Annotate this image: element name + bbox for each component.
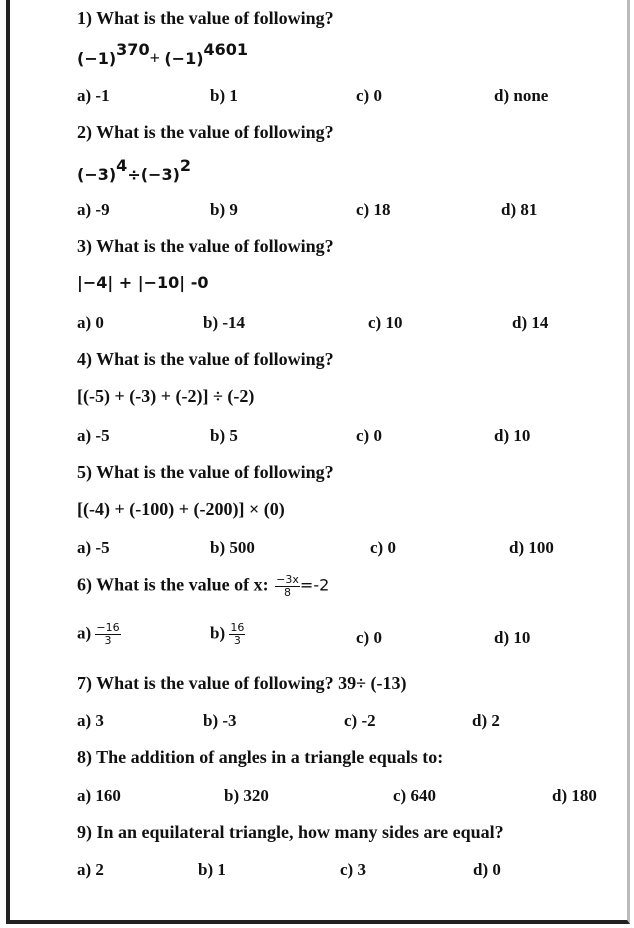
question-9-option-b[interactable]: b) 1 xyxy=(198,860,226,879)
question-1-expression: $(-1)^{370}+ (-1)^{4601}$ xyxy=(77,40,249,68)
question-1-prompt: 1) What is the value of following? xyxy=(77,8,334,28)
question-3-option-b[interactable]: b) -14 xyxy=(203,313,246,332)
question-7-option-d[interactable]: d) 2 xyxy=(472,711,500,730)
question-4-option-d[interactable]: d) 10 xyxy=(494,426,531,445)
question-3-option-c[interactable]: c) 10 xyxy=(368,313,403,332)
question-9-option-d[interactable]: d) 0 xyxy=(473,860,501,879)
question-2-option-d[interactable]: d) 81 xyxy=(501,200,538,219)
question-1-option-b[interactable]: b) 1 xyxy=(210,86,238,105)
question-8-prompt: 8) The addition of angles in a triangle equals to: xyxy=(77,747,444,767)
question-8-option-b[interactable]: b) 320 xyxy=(224,786,269,805)
question-3-expression: |−4| + |−10| -0 xyxy=(77,273,209,292)
question-4-expression: [(-5) + (-3) + (-2)] ÷ (-2) xyxy=(77,386,255,406)
question-7-option-b[interactable]: b) -3 xyxy=(203,711,237,730)
question-4-option-b[interactable]: b) 5 xyxy=(210,426,238,445)
question-8-option-c[interactable]: c) 640 xyxy=(393,786,436,805)
question-3-prompt: 3) What is the value of following? xyxy=(77,236,334,256)
question-4-option-a[interactable]: a) -5 xyxy=(77,426,110,445)
question-4-option-c[interactable]: c) 0 xyxy=(356,426,382,445)
question-5-option-d[interactable]: d) 100 xyxy=(509,538,554,557)
question-9-prompt: 9) In an equilateral triangle, how many sides are equal? xyxy=(77,822,504,842)
question-1-option-c[interactable]: c) 0 xyxy=(356,86,382,105)
question-8-option-a[interactable]: a) 160 xyxy=(77,786,121,805)
question-6-option-b[interactable]: b) $\frac{16}{3}$ xyxy=(210,621,245,647)
question-3-option-d[interactable]: d) 14 xyxy=(512,313,549,332)
question-2-option-c[interactable]: c) 18 xyxy=(356,200,391,219)
question-5-expression: [(-4) + (-100) + (-200)] × (0) xyxy=(77,499,285,519)
question-4-prompt: 4) What is the value of following? xyxy=(77,349,334,369)
question-5-option-c[interactable]: c) 0 xyxy=(370,538,396,557)
question-3-option-a[interactable]: a) 0 xyxy=(77,313,104,332)
question-2-option-a[interactable]: a) -9 xyxy=(77,200,110,219)
question-6-option-c[interactable]: c) 0 xyxy=(356,628,382,647)
question-6-option-d[interactable]: d) 10 xyxy=(494,628,531,647)
question-7-option-a[interactable]: a) 3 xyxy=(77,711,104,730)
question-7-prompt: 7) What is the value of following? 39÷ (-13) xyxy=(77,673,407,693)
question-1-option-a[interactable]: a) -1 xyxy=(77,86,110,105)
question-6-prompt: 6) What is the value of x: $\frac{-3x}{8}$ =-2 xyxy=(77,573,330,599)
question-1-option-d[interactable]: d) none xyxy=(494,86,549,105)
question-8-option-d[interactable]: d) 180 xyxy=(552,786,597,805)
question-6-option-a[interactable]: a) $\frac{-16}{3}$ xyxy=(77,621,120,647)
question-5-option-a[interactable]: a) -5 xyxy=(77,538,110,557)
question-9-option-c[interactable]: c) 3 xyxy=(340,860,366,879)
question-7-option-c[interactable]: c) -2 xyxy=(344,711,376,730)
question-6-fraction: $\frac{-3x}{8}$ xyxy=(276,573,299,599)
question-5-prompt: 5) What is the value of following? xyxy=(77,462,334,482)
question-2-prompt: 2) What is the value of following? xyxy=(77,122,334,142)
question-2-option-b[interactable]: b) 9 xyxy=(210,200,238,219)
question-5-option-b[interactable]: b) 500 xyxy=(210,538,255,557)
question-9-option-a[interactable]: a) 2 xyxy=(77,860,104,879)
question-2-expression: $(-3)^4\div(-3)^2$ xyxy=(77,156,192,184)
